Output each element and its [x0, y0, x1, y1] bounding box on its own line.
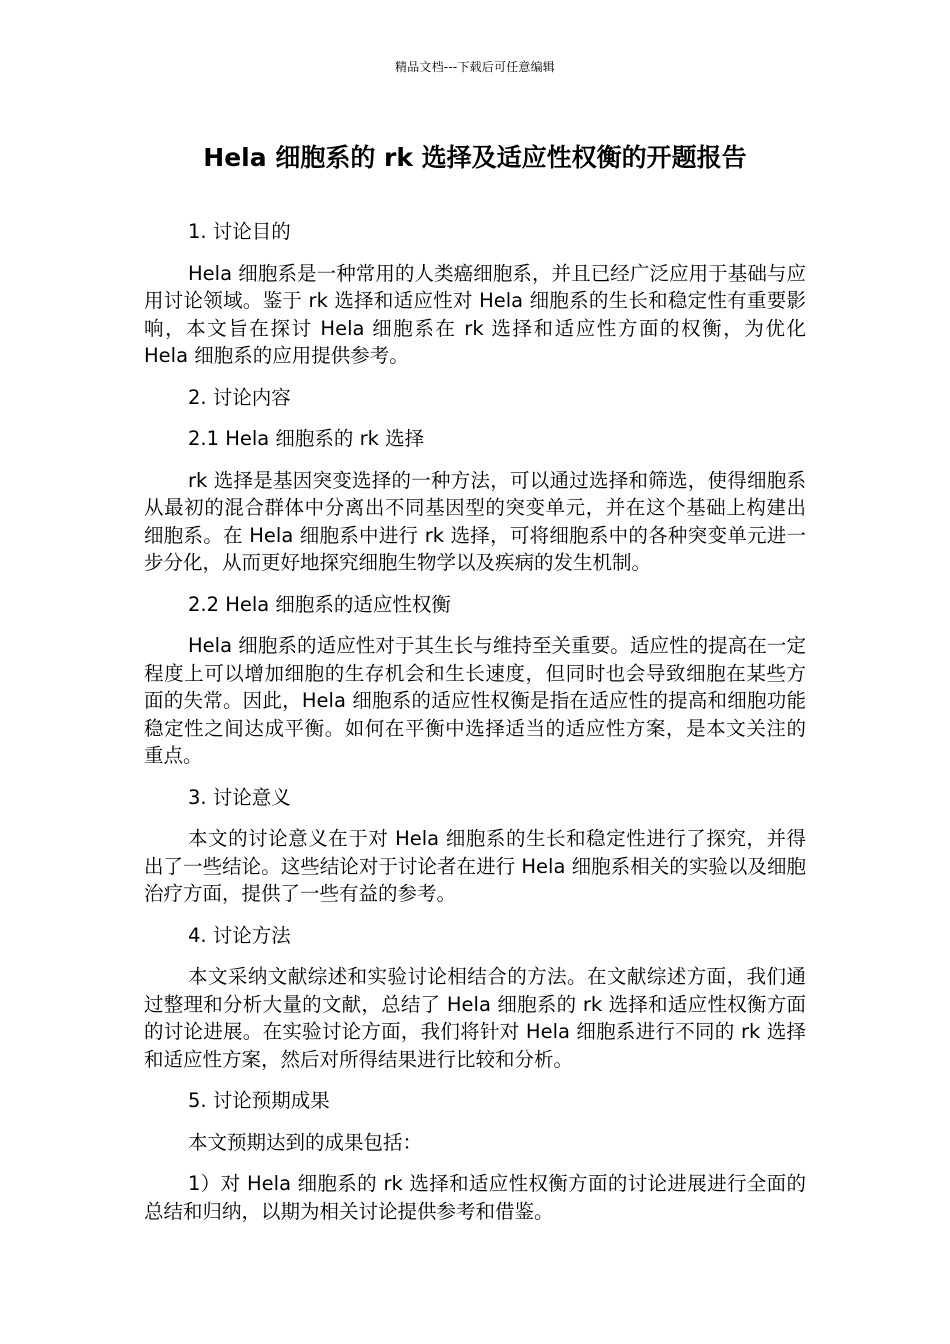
- paragraph-method: 本文采纳文献综述和实验讨论相结合的方法。在文献综述方面，我们通过整理和分析大量的文献，总结了 Hela 细胞系的 rk 选择和适应性权衡方面的讨论进展。在实验讨论方面，我们将针对 Hela 细胞系进行不同的 rk 选择和适应性方案，然后对所得结果进行比较和分析。: [144, 965, 806, 1071]
- section-heading-method: 4. 讨论方法: [188, 923, 291, 947]
- paragraph-expected-intro: 本文预期达到的成果包括：: [188, 1130, 423, 1154]
- header-note: 精品文档---下载后可任意编辑: [395, 60, 555, 74]
- subsection-heading-rk-selection: 2.1 Hela 细胞系的 rk 选择: [188, 427, 425, 450]
- document-body: [144, 218, 806, 1239]
- section-heading-expected-results: 5. 讨论预期成果: [188, 1089, 330, 1112]
- paragraph-purpose: Hela 细胞系是一种常用的人类癌细胞系，并且已经广泛应用于基础与应用讨论领域。鉴于 rk 选择和适应性对 Hela 细胞系的生长和稳定性有重要影响，本文旨在探讨 Hela 细胞系在 rk 选择和适应性方面的权衡，为优化 Hela 细胞系的应用提供参考。: [144, 261, 806, 367]
- paragraph-significance: 本文的讨论意义在于对 Hela 细胞系的生长和稳定性进行了探究，并得出了一些结论。这些结论对于讨论者在进行 Hela 细胞系相关的实验以及细胞治疗方面，提供了一些有益的参考。: [144, 827, 806, 905]
- section-heading-purpose: 1. 讨论目的: [188, 220, 291, 243]
- subsection-heading-adaptability: 2.2 Hela 细胞系的适应性权衡: [188, 592, 451, 616]
- paragraph-expected-item-1: 1）对 Hela 细胞系的 rk 选择和适应性权衡方面的讨论进展进行全面的总结和归纳，以期为相关讨论提供参考和借鉴。: [144, 1172, 806, 1223]
- section-heading-significance: 3. 讨论意义: [188, 785, 291, 809]
- section-heading-content: 2. 讨论内容: [188, 385, 291, 409]
- document-title: Hela 细胞系的 rk 选择及适应性权衡的开题报告: [203, 143, 747, 172]
- paragraph-adaptability: Hela 细胞系的适应性对于其生长与维持至关重要。适应性的提高在一定程度上可以增加细胞的生存机会和生长速度，但同时也会导致细胞在某些方面的失常。因此，Hela 细胞系的适应性权衡是指在适应性的提高和细胞功能稳定性之间达成平衡。如何在平衡中选择适当的适应性方案，是本文关注的重点。: [144, 634, 806, 767]
- paragraph-rk-selection: rk 选择是基因突变选择的一种方法，可以通过选择和筛选，使得细胞系从最初的混合群体中分离出不同基因型的突变单元，并在这个基础上构建出细胞系。在 Hela 细胞系中进行 rk 选择，可将细胞系中的各种突变单元进一步分化，从而更好地探究细胞生物学以及疾病的发生机制。: [144, 468, 806, 574]
